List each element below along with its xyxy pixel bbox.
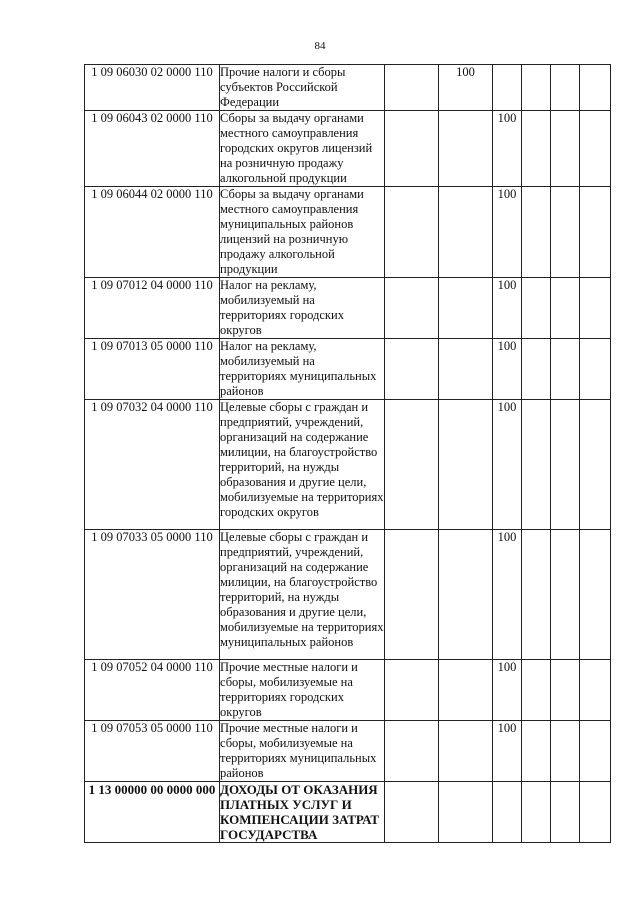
row-name: Прочие местные налоги и сборы, мобилизуемые на территориях муниципальных районов bbox=[220, 721, 385, 782]
row-code: 1 13 00000 00 0000 000 bbox=[85, 782, 220, 843]
row-value-cell bbox=[551, 400, 580, 530]
row-value-cell bbox=[493, 782, 522, 843]
row-value-cell bbox=[385, 721, 439, 782]
row-value-cell bbox=[580, 660, 611, 721]
row-value-cell bbox=[385, 111, 439, 187]
row-value-cell bbox=[580, 111, 611, 187]
row-value-cell bbox=[385, 400, 439, 530]
row-name: Сборы за выдачу органами местного самоуправления городских округов лицензий на розничную продажу алкогольной продукции bbox=[220, 111, 385, 187]
table-row bbox=[85, 530, 611, 660]
row-code: 1 09 06043 02 0000 110 bbox=[85, 111, 220, 187]
row-value-cell bbox=[385, 187, 439, 278]
row-value-cell bbox=[522, 530, 551, 660]
table-row bbox=[85, 782, 611, 843]
table-row bbox=[85, 400, 611, 530]
row-name: ДОХОДЫ ОТ ОКАЗАНИЯ ПЛАТНЫХ УСЛУГ И КОМПЕНСАЦИИ ЗАТРАТ ГОСУДАРСТВА bbox=[220, 782, 385, 843]
row-value-cell bbox=[551, 660, 580, 721]
row-code: 1 09 06044 02 0000 110 bbox=[85, 187, 220, 278]
table-row bbox=[85, 187, 611, 278]
row-value-cell bbox=[385, 660, 439, 721]
row-value-cell bbox=[522, 187, 551, 278]
row-code: 1 09 07033 05 0000 110 bbox=[85, 530, 220, 660]
row-value-cell bbox=[439, 782, 493, 843]
row-value-cell bbox=[522, 65, 551, 111]
row-value-cell: 100 bbox=[493, 278, 522, 339]
row-value-cell bbox=[385, 530, 439, 660]
row-value-cell bbox=[580, 400, 611, 530]
row-value-cell bbox=[580, 65, 611, 111]
row-value-cell bbox=[385, 782, 439, 843]
row-value-cell bbox=[551, 530, 580, 660]
row-value-cell bbox=[551, 721, 580, 782]
page-number: 84 bbox=[314, 40, 326, 52]
row-value-cell: 100 bbox=[493, 339, 522, 400]
row-value-cell: 100 bbox=[493, 111, 522, 187]
row-value-cell bbox=[439, 339, 493, 400]
row-value-cell bbox=[551, 782, 580, 843]
row-name: Прочие налоги и сборы субъектов Российской Федерации bbox=[220, 65, 385, 111]
row-value-cell bbox=[439, 111, 493, 187]
row-value-cell bbox=[522, 278, 551, 339]
row-value-cell bbox=[439, 278, 493, 339]
row-value-cell bbox=[439, 660, 493, 721]
row-value-cell bbox=[522, 660, 551, 721]
row-name: Сборы за выдачу органами местного самоуправления муниципальных районов лицензий на розничную продажу алкогольной продукции bbox=[220, 187, 385, 278]
row-value-cell bbox=[439, 187, 493, 278]
row-code: 1 09 07032 04 0000 110 bbox=[85, 400, 220, 530]
row-value-cell bbox=[385, 65, 439, 111]
row-value-cell bbox=[385, 339, 439, 400]
row-value-cell bbox=[493, 65, 522, 111]
row-name: Целевые сборы с граждан и предприятий, учреждений, организаций на содержание милиции, на благоустройство территорий, на нужды образования и другие цели, мобилизуемые на территориях городских округов bbox=[220, 400, 385, 530]
row-value-cell bbox=[385, 278, 439, 339]
row-value-cell bbox=[522, 339, 551, 400]
revenue-table bbox=[84, 64, 611, 843]
row-value-cell bbox=[551, 339, 580, 400]
row-value-cell: 100 bbox=[439, 65, 493, 111]
row-value-cell bbox=[580, 782, 611, 843]
table-row bbox=[85, 111, 611, 187]
table-row bbox=[85, 339, 611, 400]
table-row bbox=[85, 65, 611, 111]
row-code: 1 09 07012 04 0000 110 bbox=[85, 278, 220, 339]
row-value-cell: 100 bbox=[493, 530, 522, 660]
row-name: Прочие местные налоги и сборы, мобилизуемые на территориях городских округов bbox=[220, 660, 385, 721]
table-row bbox=[85, 721, 611, 782]
row-value-cell: 100 bbox=[493, 660, 522, 721]
row-value-cell bbox=[439, 721, 493, 782]
row-value-cell bbox=[580, 721, 611, 782]
row-value-cell bbox=[551, 65, 580, 111]
row-name: Целевые сборы с граждан и предприятий, учреждений, организаций на содержание милиции, на благоустройство территорий, на нужды образования и другие цели, мобилизуемые на территориях муниципальных районов bbox=[220, 530, 385, 660]
row-value-cell bbox=[580, 187, 611, 278]
row-value-cell bbox=[439, 530, 493, 660]
table-row bbox=[85, 660, 611, 721]
row-value-cell bbox=[580, 530, 611, 660]
row-code: 1 09 07013 05 0000 110 bbox=[85, 339, 220, 400]
row-name: Налог на рекламу, мобилизуемый на территориях городских округов bbox=[220, 278, 385, 339]
row-value-cell bbox=[522, 111, 551, 187]
row-value-cell bbox=[522, 782, 551, 843]
row-value-cell: 100 bbox=[493, 400, 522, 530]
row-value-cell: 100 bbox=[493, 721, 522, 782]
row-value-cell bbox=[551, 111, 580, 187]
row-value-cell: 100 bbox=[493, 187, 522, 278]
row-name: Налог на рекламу, мобилизуемый на территориях муниципальных районов bbox=[220, 339, 385, 400]
row-value-cell bbox=[551, 278, 580, 339]
row-code: 1 09 07052 04 0000 110 bbox=[85, 660, 220, 721]
row-value-cell bbox=[580, 278, 611, 339]
row-code: 1 09 06030 02 0000 110 bbox=[85, 65, 220, 111]
row-value-cell bbox=[551, 187, 580, 278]
row-value-cell bbox=[439, 400, 493, 530]
table-row bbox=[85, 278, 611, 339]
row-code: 1 09 07053 05 0000 110 bbox=[85, 721, 220, 782]
row-value-cell bbox=[580, 339, 611, 400]
row-value-cell bbox=[522, 400, 551, 530]
row-value-cell bbox=[522, 721, 551, 782]
